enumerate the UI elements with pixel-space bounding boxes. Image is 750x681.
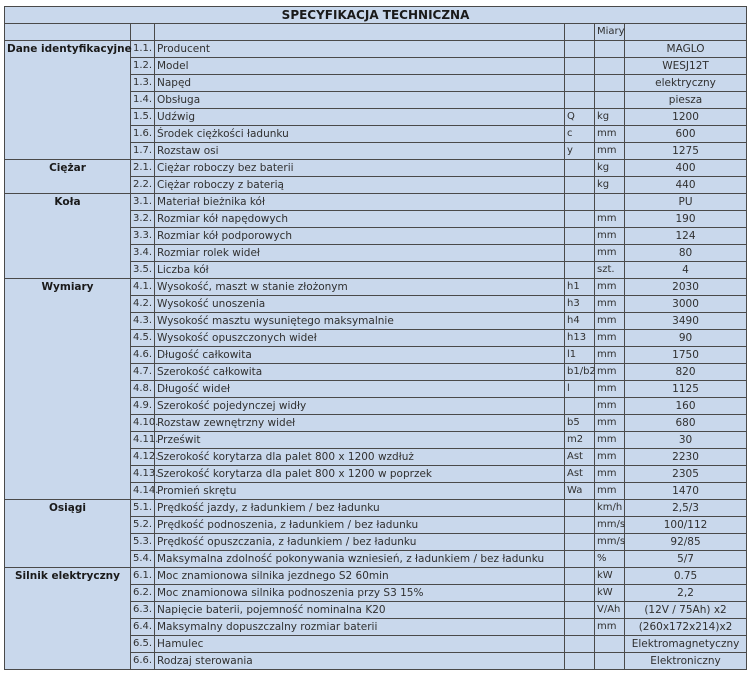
row-unit <box>595 41 625 58</box>
header-empty-cell <box>565 24 595 41</box>
row-unit <box>595 58 625 75</box>
row-symbol <box>565 194 595 211</box>
row-value: 400 <box>625 160 747 177</box>
row-symbol <box>565 585 595 602</box>
row-label: Prędkość jazdy, z ładunkiem / bez ładunku <box>155 500 565 517</box>
row-unit: mm <box>595 483 625 500</box>
row-unit <box>595 75 625 92</box>
row-label: Producent <box>155 41 565 58</box>
row-unit <box>595 653 625 670</box>
row-unit: mm/s <box>595 534 625 551</box>
miary-header: Miary <box>595 24 625 41</box>
row-symbol: b5 <box>565 415 595 432</box>
row-unit: mm <box>595 381 625 398</box>
table-row <box>5 194 747 211</box>
row-unit: km/h <box>595 500 625 517</box>
row-unit: mm <box>595 228 625 245</box>
row-number: 4.11. <box>131 432 155 449</box>
row-value: 1125 <box>625 381 747 398</box>
row-symbol: h4 <box>565 313 595 330</box>
row-symbol <box>565 653 595 670</box>
row-number: 4.9. <box>131 398 155 415</box>
row-unit: mm/s <box>595 517 625 534</box>
row-number: 4.14. <box>131 483 155 500</box>
row-unit: mm <box>595 432 625 449</box>
table-title: SPECYFIKACJA TECHNICZNA <box>5 7 747 24</box>
row-number: 5.3. <box>131 534 155 551</box>
row-label: Prędkość opuszczania, z ładunkiem / bez ładunku <box>155 534 565 551</box>
row-unit: kW <box>595 585 625 602</box>
row-value: 190 <box>625 211 747 228</box>
row-unit: mm <box>595 143 625 160</box>
row-value: 90 <box>625 330 747 347</box>
row-value: 680 <box>625 415 747 432</box>
row-label: Rozstaw zewnętrzny wideł <box>155 415 565 432</box>
row-symbol: h3 <box>565 296 595 313</box>
row-symbol <box>565 568 595 585</box>
row-value: 1470 <box>625 483 747 500</box>
row-unit: mm <box>595 126 625 143</box>
row-symbol <box>565 92 595 109</box>
row-label: Napięcie baterii, pojemność nominalna K20 <box>155 602 565 619</box>
row-value: 2030 <box>625 279 747 296</box>
row-number: 4.6. <box>131 347 155 364</box>
row-unit: % <box>595 551 625 568</box>
row-label: Wysokość opuszczonych wideł <box>155 330 565 347</box>
row-symbol: h13 <box>565 330 595 347</box>
row-number: 1.2. <box>131 58 155 75</box>
title-row <box>5 7 747 24</box>
row-number: 3.5. <box>131 262 155 279</box>
row-number: 3.3. <box>131 228 155 245</box>
row-number: 1.1. <box>131 41 155 58</box>
row-unit: mm <box>595 245 625 262</box>
row-number: 1.7. <box>131 143 155 160</box>
row-symbol <box>565 636 595 653</box>
row-value: piesza <box>625 92 747 109</box>
row-value: elektryczny <box>625 75 747 92</box>
table-row <box>5 160 747 177</box>
row-unit: szt. <box>595 262 625 279</box>
row-number: 4.10. <box>131 415 155 432</box>
row-symbol: m2 <box>565 432 595 449</box>
header-empty-cell <box>625 24 747 41</box>
section-name: Osiągi <box>5 500 131 568</box>
row-label: Rozmiar kół napędowych <box>155 211 565 228</box>
row-label: Maksymalny dopuszczalny rozmiar baterii <box>155 619 565 636</box>
row-symbol: l1 <box>565 347 595 364</box>
row-label: Promień skrętu <box>155 483 565 500</box>
row-number: 4.1. <box>131 279 155 296</box>
row-value: 3490 <box>625 313 747 330</box>
row-symbol <box>565 75 595 92</box>
row-number: 4.2. <box>131 296 155 313</box>
row-symbol <box>565 517 595 534</box>
row-label: Długość wideł <box>155 381 565 398</box>
row-label: Wysokość unoszenia <box>155 296 565 313</box>
row-value: 2230 <box>625 449 747 466</box>
row-number: 6.2. <box>131 585 155 602</box>
row-symbol <box>565 262 595 279</box>
row-unit: kg <box>595 109 625 126</box>
row-value: 440 <box>625 177 747 194</box>
row-unit: kg <box>595 160 625 177</box>
spec-table-wrapper <box>4 6 747 670</box>
row-symbol <box>565 602 595 619</box>
row-symbol: Ast <box>565 449 595 466</box>
row-symbol <box>565 160 595 177</box>
row-symbol <box>565 534 595 551</box>
row-label: Rodzaj sterowania <box>155 653 565 670</box>
row-value: 30 <box>625 432 747 449</box>
row-value: 3000 <box>625 296 747 313</box>
row-number: 1.3. <box>131 75 155 92</box>
row-label: Moc znamionowa silnika jezdnego S2 60min <box>155 568 565 585</box>
row-label: Szerokość korytarza dla palet 800 x 1200 wzdłuż <box>155 449 565 466</box>
row-number: 1.4. <box>131 92 155 109</box>
row-label: Maksymalna zdolność pokonywania wzniesień, z ładunkiem / bez ładunku <box>155 551 565 568</box>
table-row <box>5 568 747 585</box>
row-value: 2,2 <box>625 585 747 602</box>
row-number: 6.1. <box>131 568 155 585</box>
row-number: 1.6. <box>131 126 155 143</box>
row-label: Szerokość pojedynczej widły <box>155 398 565 415</box>
row-label: Szerokość korytarza dla palet 800 x 1200 w poprzek <box>155 466 565 483</box>
row-number: 4.7. <box>131 364 155 381</box>
row-value: 4 <box>625 262 747 279</box>
row-label: Model <box>155 58 565 75</box>
row-number: 4.12. <box>131 449 155 466</box>
row-unit: mm <box>595 364 625 381</box>
row-unit <box>595 92 625 109</box>
header-empty-cell <box>131 24 155 41</box>
row-unit: mm <box>595 398 625 415</box>
row-number: 3.4. <box>131 245 155 262</box>
row-unit: kW <box>595 568 625 585</box>
row-number: 3.2. <box>131 211 155 228</box>
row-number: 6.4. <box>131 619 155 636</box>
row-unit: mm <box>595 347 625 364</box>
row-symbol <box>565 228 595 245</box>
table-row <box>5 279 747 296</box>
row-symbol <box>565 551 595 568</box>
row-number: 2.1. <box>131 160 155 177</box>
row-label: Moc znamionowa silnika podnoszenia przy S3 15% <box>155 585 565 602</box>
row-unit: mm <box>595 211 625 228</box>
spec-table <box>4 6 747 670</box>
row-number: 5.2. <box>131 517 155 534</box>
row-value: 160 <box>625 398 747 415</box>
row-number: 4.8. <box>131 381 155 398</box>
row-number: 6.6. <box>131 653 155 670</box>
row-symbol <box>565 58 595 75</box>
row-value: 2305 <box>625 466 747 483</box>
row-number: 3.1. <box>131 194 155 211</box>
row-number: 2.2. <box>131 177 155 194</box>
row-symbol <box>565 211 595 228</box>
row-value: 600 <box>625 126 747 143</box>
row-label: Rozmiar kół podporowych <box>155 228 565 245</box>
row-unit: mm <box>595 449 625 466</box>
row-value: 2,5/3 <box>625 500 747 517</box>
row-number: 5.4. <box>131 551 155 568</box>
row-label: Rozstaw osi <box>155 143 565 160</box>
row-value: 124 <box>625 228 747 245</box>
row-symbol: Wa <box>565 483 595 500</box>
row-label: Szerokość całkowita <box>155 364 565 381</box>
row-symbol: Q <box>565 109 595 126</box>
header-empty-cell <box>5 24 131 41</box>
table-row <box>5 500 747 517</box>
row-symbol: c <box>565 126 595 143</box>
row-value: 5/7 <box>625 551 747 568</box>
row-label: Liczba kół <box>155 262 565 279</box>
row-value: 0.75 <box>625 568 747 585</box>
row-value: Elektroniczny <box>625 653 747 670</box>
row-label: Długość całkowita <box>155 347 565 364</box>
row-value: 80 <box>625 245 747 262</box>
section-name: Silnik elektryczny <box>5 568 131 670</box>
row-value: 1200 <box>625 109 747 126</box>
row-unit <box>595 636 625 653</box>
row-label: Prędkość podnoszenia, z ładunkiem / bez ładunku <box>155 517 565 534</box>
row-value: WESJ12T <box>625 58 747 75</box>
row-value: MAGLO <box>625 41 747 58</box>
row-label: Ciężar roboczy z baterią <box>155 177 565 194</box>
row-value: (260x172x214)x2 <box>625 619 747 636</box>
row-value: 1750 <box>625 347 747 364</box>
row-label: Wysokość masztu wysuniętego maksymalnie <box>155 313 565 330</box>
row-value: 100/112 <box>625 517 747 534</box>
section-name: Koła <box>5 194 131 279</box>
row-label: Rozmiar rolek wideł <box>155 245 565 262</box>
row-label: Wysokość, maszt w stanie złożonym <box>155 279 565 296</box>
row-label: Środek ciężkości ładunku <box>155 126 565 143</box>
row-symbol: h1 <box>565 279 595 296</box>
row-value: (12V / 75Ah) x2 <box>625 602 747 619</box>
row-label: Materiał bieżnika kół <box>155 194 565 211</box>
row-number: 6.5. <box>131 636 155 653</box>
row-value: 820 <box>625 364 747 381</box>
row-label: Ciężar roboczy bez baterii <box>155 160 565 177</box>
section-name: Wymiary <box>5 279 131 500</box>
row-value: PU <box>625 194 747 211</box>
row-value: 1275 <box>625 143 747 160</box>
header-row <box>5 24 747 41</box>
row-unit: mm <box>595 415 625 432</box>
row-label: Napęd <box>155 75 565 92</box>
section-name: Dane identyfikacyjne <box>5 41 131 160</box>
row-unit: mm <box>595 296 625 313</box>
row-number: 6.3. <box>131 602 155 619</box>
row-number: 4.3. <box>131 313 155 330</box>
row-label: Udźwig <box>155 109 565 126</box>
row-unit: mm <box>595 330 625 347</box>
row-unit: mm <box>595 313 625 330</box>
row-unit: mm <box>595 619 625 636</box>
row-symbol <box>565 500 595 517</box>
row-number: 1.5. <box>131 109 155 126</box>
row-symbol: l <box>565 381 595 398</box>
header-empty-cell <box>155 24 565 41</box>
row-symbol <box>565 245 595 262</box>
row-unit: V/Ah <box>595 602 625 619</box>
row-symbol <box>565 619 595 636</box>
row-number: 5.1. <box>131 500 155 517</box>
row-unit: kg <box>595 177 625 194</box>
row-label: Hamulec <box>155 636 565 653</box>
row-value: Elektromagnetyczny <box>625 636 747 653</box>
row-unit <box>595 194 625 211</box>
row-symbol <box>565 41 595 58</box>
row-symbol <box>565 177 595 194</box>
row-number: 4.13. <box>131 466 155 483</box>
row-unit: mm <box>595 466 625 483</box>
row-label: Obsługa <box>155 92 565 109</box>
row-number: 4.5. <box>131 330 155 347</box>
section-name: Ciężar <box>5 160 131 194</box>
row-unit: mm <box>595 279 625 296</box>
row-symbol <box>565 398 595 415</box>
row-value: 92/85 <box>625 534 747 551</box>
row-symbol: b1/b2 <box>565 364 595 381</box>
row-label: Prześwit <box>155 432 565 449</box>
row-symbol: y <box>565 143 595 160</box>
row-symbol: Ast <box>565 466 595 483</box>
table-row <box>5 41 747 58</box>
